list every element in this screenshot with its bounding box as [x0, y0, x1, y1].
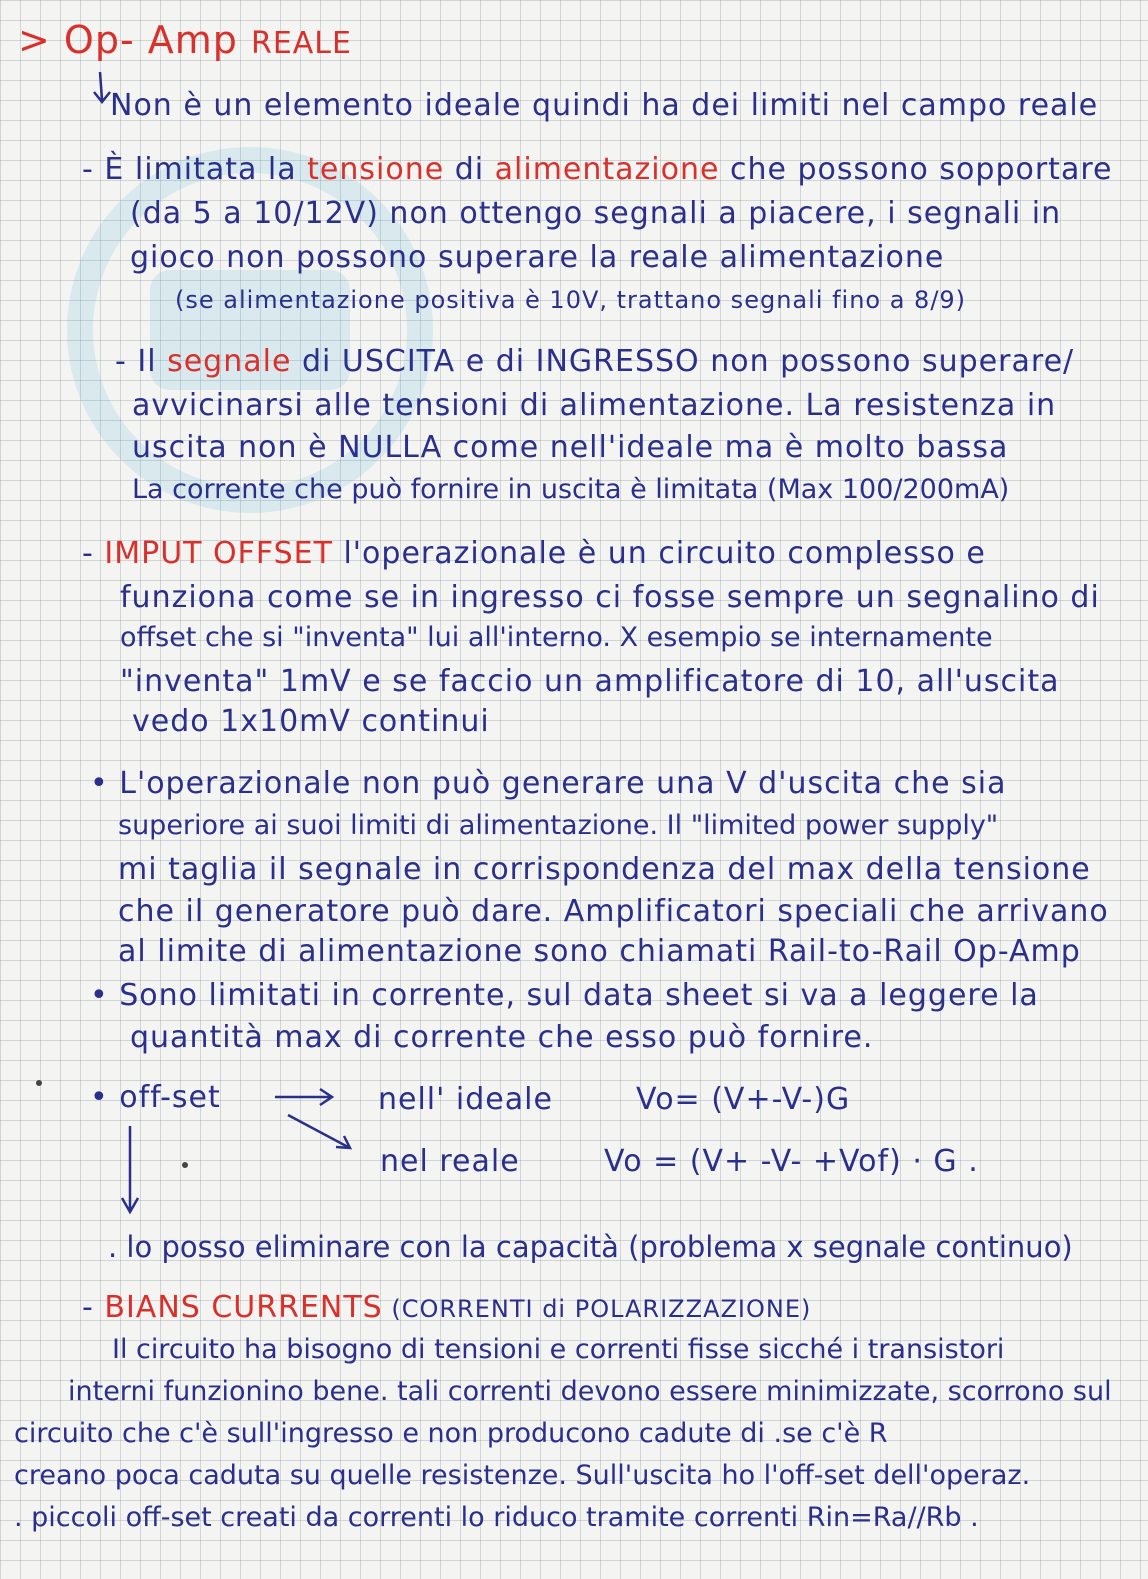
- margin-dot: [36, 1080, 42, 1086]
- p2-line-4: La corrente che può fornire in uscita è limitata (Max 100/200mA): [132, 474, 1010, 505]
- p3-line-3: offset che si "inventa" lui all'interno. X esempio se internamente: [120, 622, 993, 653]
- p4-line-1: - BIANS CURRENTS (CORRENTI di POLARIZZAZIONE): [82, 1290, 812, 1325]
- offset-label: • off-set: [90, 1080, 221, 1115]
- ideal-formula: Vo= (V+-V-)G: [636, 1082, 851, 1117]
- bullet-1-line-5: al limite di alimentazione sono chiamati Rail-to-Rail Op-Amp: [118, 934, 1081, 969]
- p4-line-6: . piccoli off-set creati da correnti lo riduco tramite correnti Rin=Ra//Rb .: [14, 1502, 979, 1533]
- p3-line-2: funziona come se in ingresso ci fosse sempre un segnalino di: [120, 580, 1100, 615]
- p4-line-5: creano poca caduta su quelle resistenze. Sull'uscita ho l'off-set dell'operaz.: [14, 1460, 1031, 1491]
- p2-line-2: avvicinarsi alle tensioni di alimentazione. La resistenza in: [132, 388, 1057, 423]
- branch-arrows-icon: [270, 1085, 370, 1165]
- p2-line-1: - Il segnale di USCITA e di INGRESSO non possono superare/: [115, 344, 1075, 379]
- intro-text: Non è un elemento ideale quindi ha dei limiti nel campo reale: [110, 88, 1099, 123]
- p3-line-4: "inventa" 1mV e se faccio un amplificatore di 10, all'uscita: [120, 664, 1060, 699]
- bullet-1-line-2: superiore ai suoi limiti di alimentazione. Il "limited power supply": [118, 810, 999, 841]
- p4-line-4: circuito che c'è sull'ingresso e non producono cadute di .se c'è R: [14, 1418, 888, 1449]
- bullet-2-line-2: quantità max di corrente che esso può fornire.: [130, 1020, 874, 1055]
- real-formula: Vo = (V+ -V- +Vof) · G .: [604, 1144, 979, 1179]
- bullet-1-line-3: mi taglia il segnale in corrispondenza del max della tensione: [118, 852, 1091, 887]
- p3-line-5: vedo 1x10mV continui: [132, 704, 490, 739]
- ideal-label: nell' ideale: [378, 1082, 553, 1117]
- p4-line-2: Il circuito ha bisogno di tensioni e correnti fisse sicché i transistori: [112, 1334, 1005, 1365]
- p1-line-1: - È limitata la tensione di alimentazione che possono sopportare: [82, 152, 1113, 187]
- p1-line-2: (da 5 a 10/12V) non ottengo segnali a piacere, i segnali in: [130, 196, 1062, 231]
- margin-dot: [182, 1162, 188, 1168]
- p3-line-1: - IMPUT OFFSET l'operazionale è un circuito complesso e: [82, 536, 986, 571]
- down-arrow-icon: [116, 1122, 146, 1222]
- bullet-1-line-1: • L'operazionale non può generare una V d'uscita che sia: [90, 766, 1007, 801]
- p4-line-3: interni funzionino bene. tali correnti devono essere minimizzate, scorrono sul: [68, 1376, 1112, 1407]
- p1-line-3: gioco non possono superare la reale alimentazione: [130, 240, 945, 275]
- bullet-1-line-4: che il generatore può dare. Amplificatori speciali che arrivano: [118, 894, 1109, 929]
- p1-line-4: (se alimentazione positiva è 10V, trattano segnali fino a 8/9): [175, 286, 967, 314]
- page-title: > Op- Amp REALE: [18, 18, 352, 62]
- p2-line-3: uscita non è NULLA come nell'ideale ma è molto bassa: [132, 430, 1009, 465]
- offset-fix-text: . lo posso eliminare con la capacità (problema x segnale continuo): [108, 1230, 1073, 1264]
- bullet-2-line-1: • Sono limitati in corrente, sul data sheet si va a leggere la: [90, 978, 1039, 1013]
- real-label: nel reale: [380, 1144, 520, 1179]
